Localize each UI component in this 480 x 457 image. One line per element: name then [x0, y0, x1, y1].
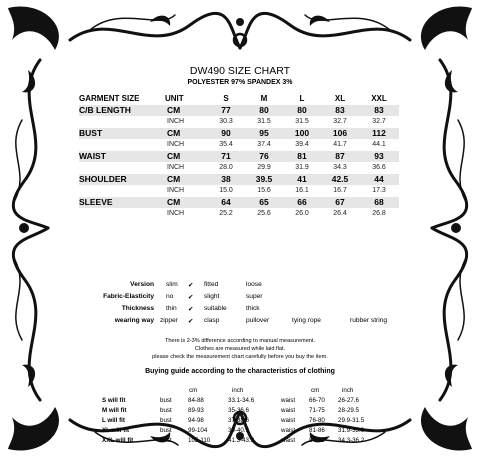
unit-cell: CM — [165, 197, 207, 209]
value-cell: 17.3 — [372, 187, 386, 195]
unit-cell: INCH — [167, 187, 185, 195]
bust-inch: 41.3-43.3 — [228, 437, 255, 444]
value-cell: 15.0 — [219, 187, 233, 195]
option-row-wearing-way — [94, 317, 414, 329]
table-row-bust-cm — [79, 128, 399, 140]
table-row-cb-length-cm — [79, 105, 399, 117]
table-row-waist-inch — [79, 162, 399, 174]
value-cell: 81 — [283, 151, 321, 163]
waist-inch: 29.9-31.5 — [338, 417, 365, 424]
buying-guide-title: Buying guide according to the characteristics of clothing — [145, 368, 335, 375]
measure-label: BUST — [79, 128, 165, 140]
value-cell: 76 — [245, 151, 283, 163]
measure-label: C/B LENGTH — [79, 105, 165, 117]
bust-label: bust — [160, 417, 172, 424]
header-size-s: S — [223, 94, 229, 104]
option-row-elasticity — [94, 293, 414, 305]
bust-cm: 99-104 — [188, 427, 208, 434]
unit-label: cm — [189, 387, 198, 394]
value-cell: 26.4 — [333, 210, 347, 218]
fit-label: S will fit — [102, 397, 126, 404]
value-cell: 39.5 — [245, 174, 283, 186]
option-label: Thickness — [121, 305, 154, 312]
waist-label: waist — [281, 437, 296, 444]
bust-inch: 37-38.6 — [228, 417, 249, 424]
table-row-sleeve-inch — [79, 208, 399, 220]
unit-cell: CM — [165, 151, 207, 163]
value-cell: 87 — [321, 151, 359, 163]
value-cell: 83 — [321, 105, 359, 117]
fit-label: M will fit — [102, 407, 127, 414]
option-value: fitted — [204, 281, 219, 288]
unit-cell: INCH — [167, 141, 185, 149]
option-value: thick — [246, 305, 260, 312]
unit-cell: CM — [165, 174, 207, 186]
value-cell: 37.4 — [257, 141, 271, 149]
header-size-xxl: XXL — [371, 94, 387, 104]
value-cell: 67 — [321, 197, 359, 209]
value-cell: 71 — [207, 151, 245, 163]
waist-cm: 87-92 — [309, 437, 325, 444]
unit-label: inch — [232, 387, 244, 394]
value-cell: 95 — [245, 128, 283, 140]
waist-label: waist — [281, 427, 296, 434]
header-size-xl: XL — [334, 94, 346, 104]
unit-cell: INCH — [167, 118, 185, 126]
bust-cm: 89-93 — [188, 407, 204, 414]
garment-options — [94, 281, 414, 329]
option-value: loose — [246, 281, 262, 288]
value-cell: 31.5 — [257, 118, 271, 126]
waist-label: waist — [281, 417, 296, 424]
fit-label: XXL will fit — [102, 437, 134, 444]
note-line: There is 2-3% difference according to manual measurement. — [164, 338, 316, 344]
waist-cm: 81-86 — [309, 427, 325, 434]
value-cell: 100 — [283, 128, 321, 140]
option-value: no — [166, 293, 174, 300]
waist-cm: 71-75 — [309, 407, 325, 414]
bust-inch: 35-36.6 — [228, 407, 249, 414]
waist-inch: 31.9-33.9 — [338, 427, 365, 434]
option-value: slight — [204, 293, 220, 300]
value-cell: 44.1 — [372, 141, 386, 149]
header-size-m: M — [260, 94, 268, 104]
value-cell: 25.2 — [219, 210, 233, 218]
table-row-bust-inch — [79, 139, 399, 151]
chart-title: DW490 SIZE CHART — [189, 65, 291, 77]
bust-cm: 84-88 — [188, 397, 204, 404]
header-size-l: L — [299, 94, 305, 104]
table-row-sleeve-cm — [79, 197, 399, 209]
value-cell: 65 — [245, 197, 283, 209]
unit-cell: CM — [165, 128, 207, 140]
value-cell: 15.6 — [257, 187, 271, 195]
option-row-version — [94, 281, 414, 293]
measure-label: SHOULDER — [79, 174, 165, 186]
option-value: suitable — [204, 305, 227, 312]
value-cell: 28.0 — [219, 164, 233, 172]
value-cell: 41.7 — [333, 141, 347, 149]
table-row-cb-length-inch — [79, 116, 399, 128]
bust-cm: 105-110 — [188, 437, 211, 444]
value-cell: 66 — [283, 197, 321, 209]
value-cell: 32.7 — [333, 118, 347, 126]
value-cell: 106 — [321, 128, 359, 140]
value-cell: 64 — [207, 197, 245, 209]
check-icon: ✔ — [188, 318, 194, 325]
option-value: pullover — [246, 317, 270, 324]
fit-label: L will fit — [102, 417, 125, 424]
value-cell: 39.4 — [295, 141, 309, 149]
waist-label: waist — [281, 397, 296, 404]
note-line: Clothes are measured while laid flat. — [194, 346, 286, 352]
table-row-shoulder-inch — [79, 185, 399, 197]
value-cell: 41 — [283, 174, 321, 186]
value-cell: 25.6 — [257, 210, 271, 218]
waist-inch: 28-29.5 — [338, 407, 359, 414]
value-cell: 31.5 — [295, 118, 309, 126]
check-icon: ✔ — [188, 306, 194, 313]
value-cell: 35.4 — [219, 141, 233, 149]
bust-inch: 39-40.9 — [228, 427, 249, 434]
option-label: Fabric-Elasticity — [103, 293, 154, 300]
note-line: please check the measurement chart carefully before you buy the item. — [152, 354, 328, 360]
header-unit: UNIT — [165, 94, 184, 104]
value-cell: 30.3 — [219, 118, 233, 126]
bust-inch: 33.1-34.6 — [228, 397, 255, 404]
value-cell: 80 — [245, 105, 283, 117]
value-cell: 32.7 — [372, 118, 386, 126]
option-value: rubber string — [350, 317, 388, 324]
waist-cm: 76-80 — [309, 417, 325, 424]
table-row-waist-cm — [79, 151, 399, 163]
bust-label: bust — [160, 407, 172, 414]
option-value: clasp — [204, 317, 220, 324]
bust-label: bust — [160, 437, 172, 444]
option-value: zipper — [160, 317, 178, 324]
value-cell: 68 — [359, 197, 399, 209]
bust-label: bust — [160, 427, 172, 434]
value-cell: 38 — [207, 174, 245, 186]
measure-label: WAIST — [79, 151, 165, 163]
value-cell: 26.0 — [295, 210, 309, 218]
size-table — [79, 93, 399, 220]
unit-cell: CM — [165, 105, 207, 117]
value-cell: 34.3 — [333, 164, 347, 172]
check-icon: ✔ — [188, 294, 194, 301]
option-value: thin — [166, 305, 177, 312]
value-cell: 80 — [283, 105, 321, 117]
size-table-header — [79, 93, 399, 105]
value-cell: 26.8 — [372, 210, 386, 218]
option-value: super — [246, 293, 263, 300]
value-cell: 29.9 — [257, 164, 271, 172]
unit-cell: INCH — [167, 210, 185, 218]
waist-inch: 34.3-36.2 — [338, 437, 365, 444]
value-cell: 90 — [207, 128, 245, 140]
option-value: tying rope — [292, 317, 321, 324]
value-cell: 77 — [207, 105, 245, 117]
table-row-shoulder-cm — [79, 174, 399, 186]
value-cell: 112 — [359, 128, 399, 140]
value-cell: 31.9 — [295, 164, 309, 172]
value-cell: 16.1 — [295, 187, 309, 195]
unit-cell: INCH — [167, 164, 185, 172]
value-cell: 83 — [359, 105, 399, 117]
value-cell: 44 — [359, 174, 399, 186]
option-label: wearing way — [114, 317, 154, 324]
material-label: POLYESTER 97% SPANDEX 3% — [187, 79, 293, 86]
value-cell: 16.7 — [333, 187, 347, 195]
unit-label: cm — [311, 387, 320, 394]
unit-label: inch — [342, 387, 354, 394]
value-cell: 42.5 — [321, 174, 359, 186]
waist-cm: 66-70 — [309, 397, 325, 404]
bust-cm: 94-98 — [188, 417, 204, 424]
option-value: slim — [166, 281, 178, 288]
option-row-thickness — [94, 305, 414, 317]
fit-label: XL will fit — [102, 427, 130, 434]
option-label: Version — [130, 281, 154, 288]
waist-label: waist — [281, 407, 296, 414]
bust-label: bust — [160, 397, 172, 404]
value-cell: 36.6 — [372, 164, 386, 172]
value-cell: 93 — [359, 151, 399, 163]
measure-label: SLEEVE — [79, 197, 165, 209]
header-garment-size: GARMENT SIZE — [79, 94, 140, 104]
measurement-notes — [74, 337, 406, 361]
check-icon: ✔ — [188, 282, 194, 289]
waist-inch: 26-27.6 — [338, 397, 359, 404]
